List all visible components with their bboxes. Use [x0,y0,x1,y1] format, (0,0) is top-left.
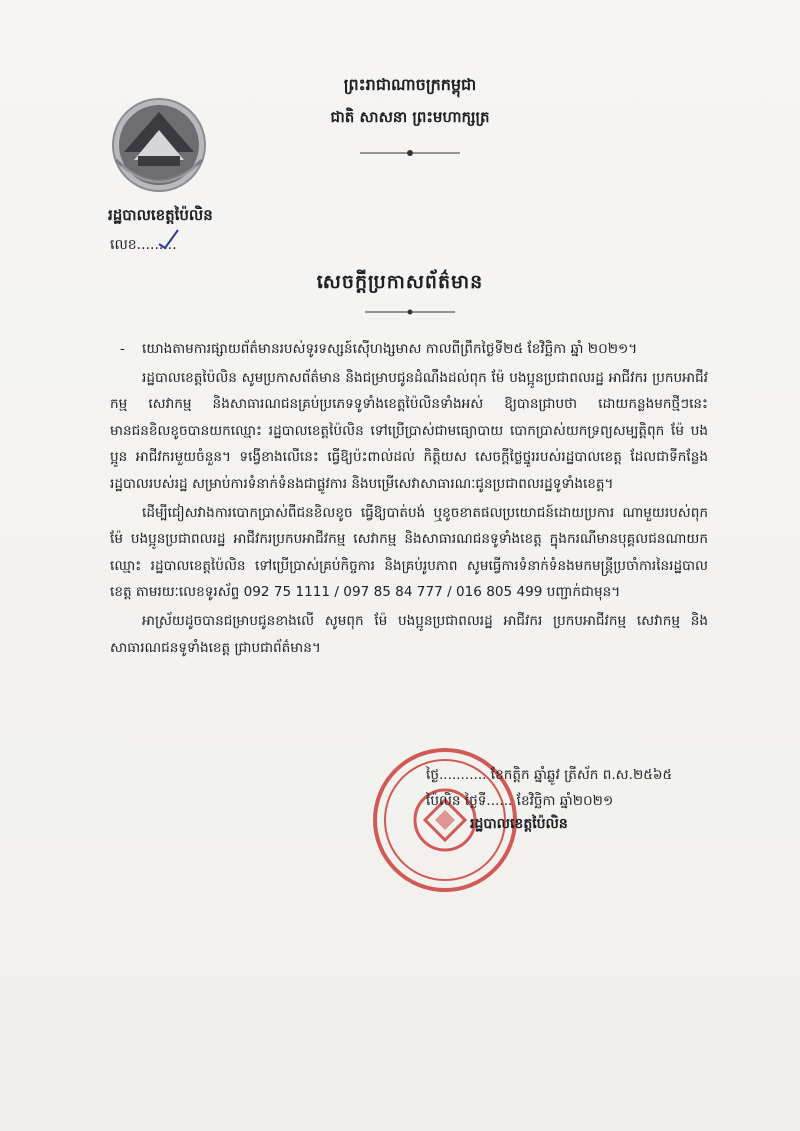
paragraph-conclusion: អាស្រ័យដូចបានជម្រាបជូនខាងលើ សូមពុក ម៉ែ បងប្អូនប្រជាពលរដ្ឋ អាជីវករ ប្រកបអាជីវកម្ម សេវាកម្ម និងសាធារណជនទូទាំងខេត្ត ជ្រាបជាព័ត៌មាន។ [110,612,708,656]
solar-date: ប៉ៃលិន ថ្ងៃទី...... ខែវិច្ឆិកា ឆ្នាំ២០២១ [426,793,614,809]
title-ornament-divider [365,307,455,317]
paragraph-reference [110,336,708,363]
paragraph-text: យោងតាមការផ្សាយព័ត៌មានរបស់ទូរទស្សន៍ស៊ើហង្សមាស កាលពីព្រឹកថ្ងៃទី២៥ ខែវិច្ឆិកា ឆ្នាំ ២០២១។ [142,341,638,357]
handwritten-check-mark [156,226,182,252]
ministry-name: រដ្ឋបាលខេត្តប៉ៃលិន [108,206,213,224]
bullet-dash: - [120,341,125,357]
signature-title: រដ្ឋបាលខេត្តប៉ៃលិន [470,816,568,832]
reference-number: លេខ......... [110,237,177,253]
document-title: សេចក្តីប្រកាសព័ត៌មាន [316,271,484,293]
lunar-date: ថ្ងៃ........... ខែកត្ដិក ឆ្នាំឆ្លូវ ត្រីស័ក ព.ស.២៥៦៥ [426,767,673,783]
paragraph-warning: ដើម្បីជៀសវាងការបោកប្រាស់ពីជនខិលខូច ធ្វើឱ្យបាត់បង់ ឬខូចខាតផលប្រយោជន៍ដោយប្រការ ណាមួយរបស់ពុក ម៉ែ បងប្អូនប្រជាពលរដ្ឋ អាជីវករប្រកបអាជីវកម្ម សេវាកម្ម និងសាធារណជនទូទាំងខេត្ត ក្នុងករណីមានបុគ្គលជនណាយកឈ្មោះ រដ្ឋបាលខេត្តប៉ៃលិន ទៅប្រើប្រាស់គ្រប់កិច្ចការ និងគ្រប់រូបភាព សូមធ្វើការទំនាក់ទំនងមកមន្ត្រីប្រចាំការនៃរដ្ឋបាលខេត្ត តាមរយៈលេខទូរស័ព្ទ 092 75 1111 / 097 85 84 777 / 016 805 499 បញ្ជាក់ជាមុន។ [110,504,708,601]
provincial-emblem-logo [104,90,214,200]
national-motto: ជាតិ សាសនា ព្រះមហាក្សត្រ [330,108,490,126]
date-block [426,762,726,814]
document-body [110,336,708,663]
kingdom-heading: ព្រះរាជាណាចក្រកម្ពុជា [343,75,477,94]
ornament-divider [360,148,460,158]
paragraph-announcement: រដ្ឋបាលខេត្តប៉ៃលិន សូមប្រកាសព័ត៌មាន និងជម្រាបជូនដំណឹងដល់ពុក ម៉ែ បងប្អូនប្រជាពលរដ្ឋ អាជីវករ ប្រកបអាជីវកម្ម សេវាកម្ម និងសាធារណជនគ្រប់ប្រភេទទូទាំងខេត្តប៉ៃលិនទាំងអស់ ឱ្យបានជ្រាបថា ដោយកន្លងមកថ្មីៗនេះមានជនខិលខូចបានយកឈ្មោះ រដ្ឋបាលខេត្តប៉ៃលិន ទៅប្រើប្រាស់ជាមធ្យោបាយ បោកប្រាស់យកទ្រព្យសម្បត្តិពុក ម៉ែ បងប្អូន អាជីវករមួយចំនួន។ ទង្វើខាងលើនេះ ធ្វើឱ្យប៉ះពាល់ដល់ កិត្តិយស សេចក្តីថ្លៃថ្នូររបស់រដ្ឋបាលខេត្ត ដែលជាទីកន្លែងរដ្ឋបាលរបស់រដ្ឋ សម្រាប់ការទំនាក់ទំនងជាផ្លូវការ និងបម្រើសេវាសាធារណៈជូនប្រជាពលរដ្ឋទូទាំងខេត្ត។ [110,369,708,492]
